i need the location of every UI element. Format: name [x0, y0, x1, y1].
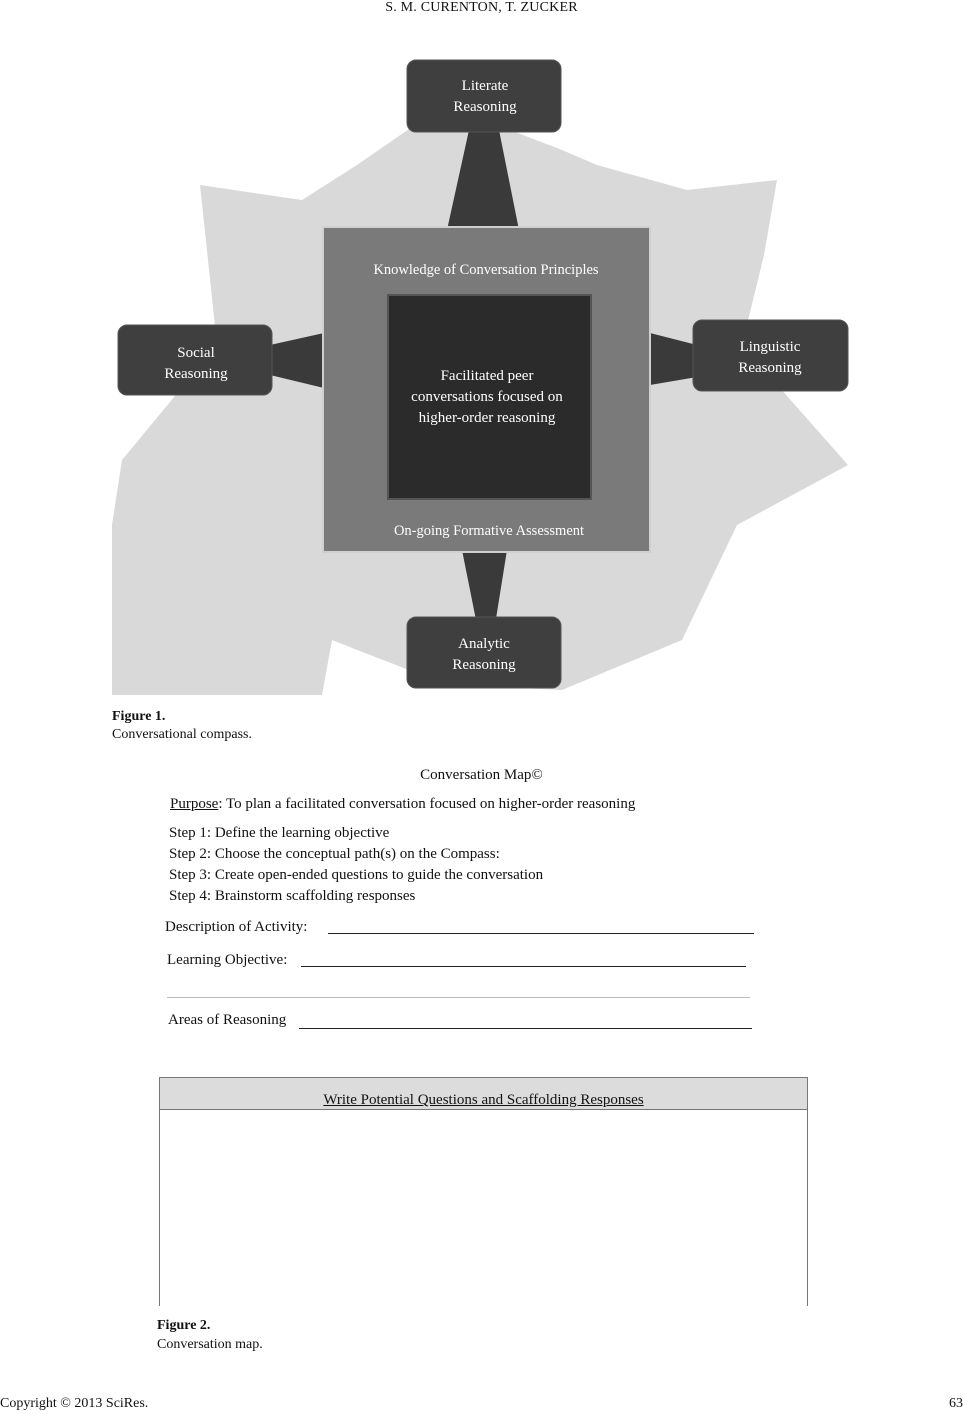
- center-line3: higher-order reasoning: [418, 410, 556, 426]
- center-line2: conversations focused on: [411, 389, 563, 405]
- questions-table: [159, 1077, 808, 1306]
- figure2-caption-label: Figure 2.: [157, 1318, 211, 1333]
- areas-fill-line: [299, 1028, 752, 1029]
- purpose-line: [170, 796, 635, 813]
- questions-table-header-text: Write Potential Questions and Scaffolding Responses: [323, 1092, 644, 1108]
- description-fill-line: [328, 933, 754, 934]
- node-linguistic-line1: Linguistic: [739, 339, 801, 355]
- node-literate-line1: Literate: [461, 78, 509, 94]
- objective-label: Learning Objective:: [167, 952, 288, 968]
- conversation-map-title: Conversation Map©: [420, 767, 543, 783]
- objective-fill-line: [301, 966, 746, 967]
- node-social-line2: Reasoning: [164, 366, 228, 382]
- node-literate-line2: Reasoning: [453, 99, 517, 115]
- footer-copyright: Copyright © 2013 SciRes.: [0, 1396, 149, 1411]
- areas-label: Areas of Reasoning: [168, 1012, 287, 1028]
- node-analytic-line1: Analytic: [458, 636, 510, 652]
- node-analytic-box: [407, 617, 561, 688]
- outer-bottom-label: On-going Formative Assessment: [393, 523, 585, 539]
- node-analytic-line2: Reasoning: [452, 657, 516, 673]
- purpose-text: : To plan a facilitated conversation focused on higher-order reasoning: [218, 796, 636, 812]
- center-line1: Facilitated peer: [440, 368, 534, 384]
- node-literate-box: [407, 60, 561, 132]
- figure1-caption-text: Conversational compass.: [112, 727, 252, 742]
- outer-top-label: Knowledge of Conversation Principles: [373, 262, 599, 278]
- footer-page-number: 63: [949, 1396, 963, 1411]
- step-4: Step 4: Brainstorm scaffolding responses: [169, 888, 416, 904]
- running-head: S. M. CURENTON, T. ZUCKER: [385, 0, 578, 15]
- node-linguistic-box: [693, 320, 848, 391]
- extra-fill-line: [167, 997, 750, 998]
- node-social-line1: Social: [177, 345, 215, 361]
- conversational-compass-diagram: [112, 55, 850, 695]
- node-linguistic-line2: Reasoning: [738, 360, 802, 376]
- questions-table-header: [160, 1078, 807, 1110]
- figure1-caption-label: Figure 1.: [112, 709, 166, 724]
- step-2: Step 2: Choose the conceptual path(s) on the Compass:: [169, 846, 500, 862]
- step-3: Step 3: Create open-ended questions to guide the conversation: [169, 867, 544, 883]
- description-label: Description of Activity:: [165, 919, 308, 935]
- figure2-caption-text: Conversation map.: [157, 1337, 263, 1352]
- purpose-label: Purpose: [170, 796, 219, 812]
- step-1: Step 1: Define the learning objective: [169, 825, 390, 841]
